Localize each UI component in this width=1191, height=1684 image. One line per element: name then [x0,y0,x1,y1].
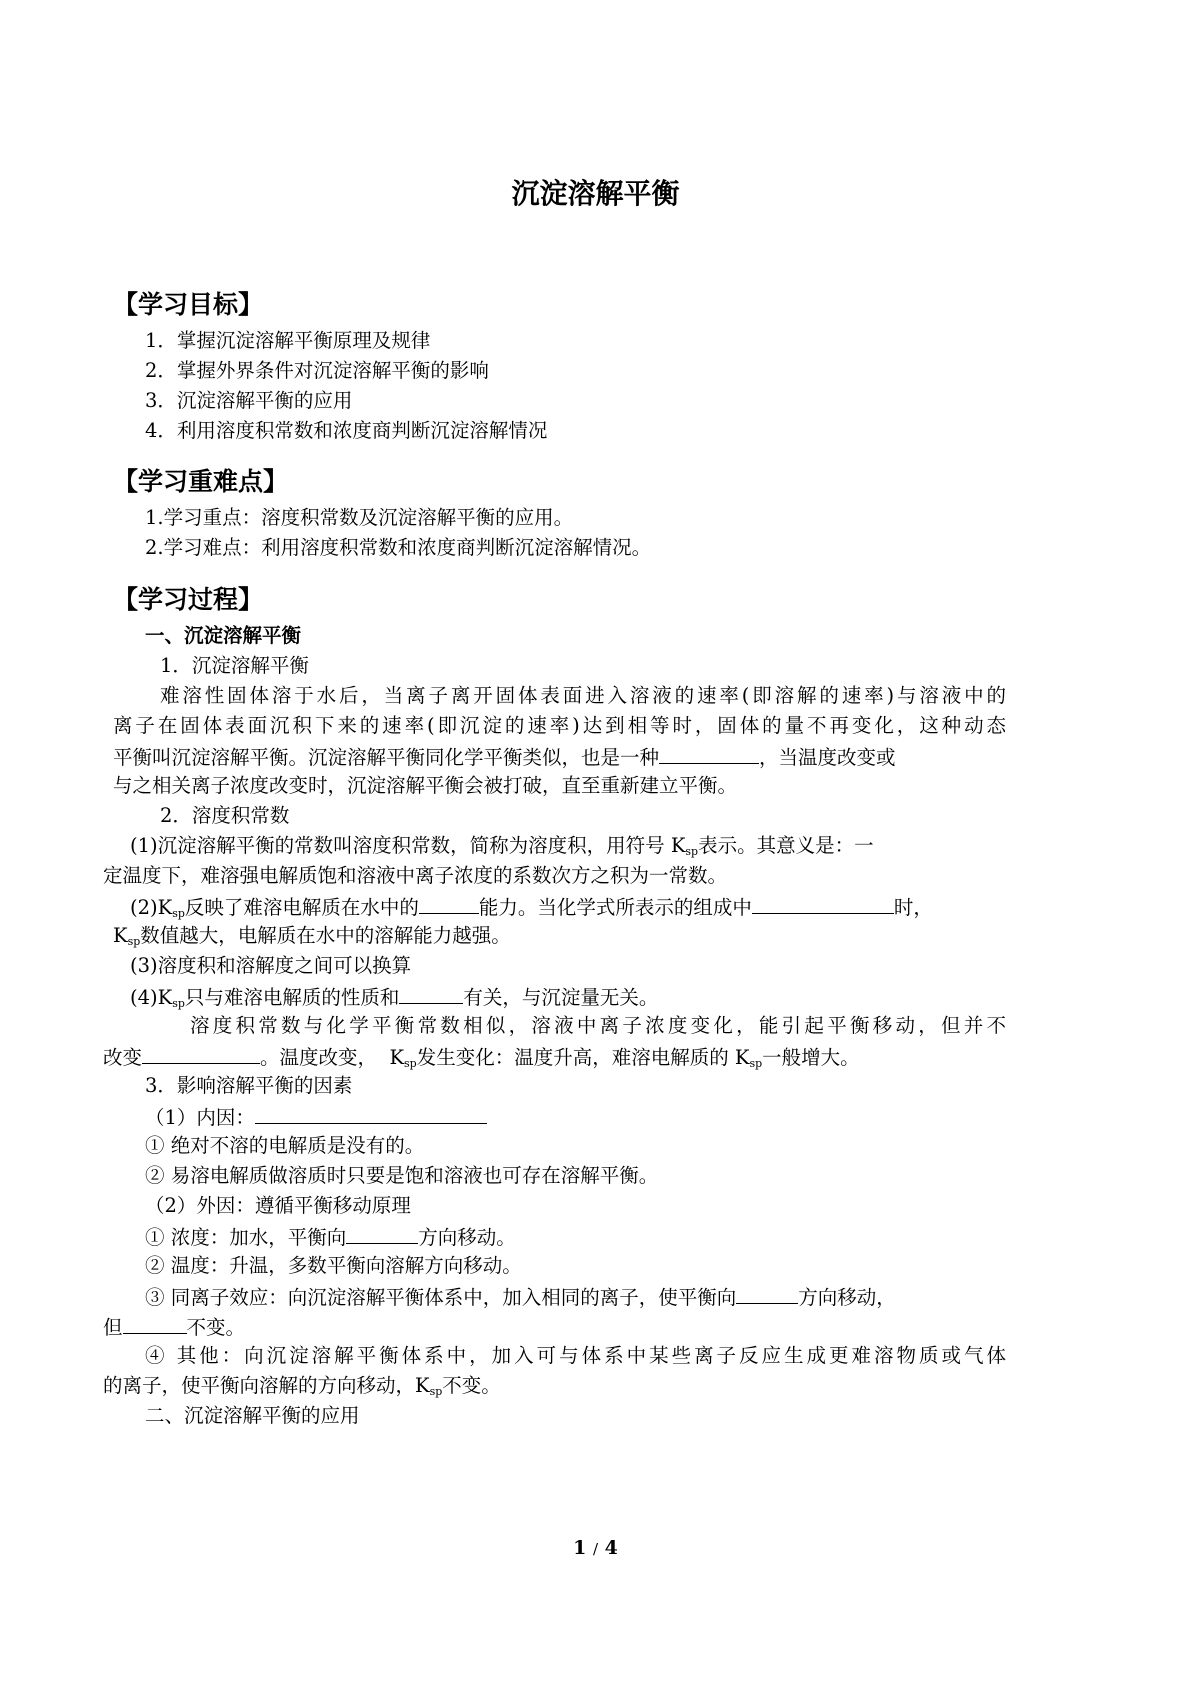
list-item: ① 浓度：加水，平衡向 方向移动。 [145,1226,516,1249]
fill-blank[interactable] [736,1284,798,1304]
key-point: 1.学习重点：溶度积常数及沉淀溶解平衡的应用。 [145,506,574,529]
paragraph-line: 溶度积常数与化学平衡常数相似，溶液中离子浓度变化，能引起平衡移动，但并不 [190,1014,1006,1037]
subsection-1-3: 3．影响溶解平衡的因素 [145,1074,353,1097]
key-point: 2.学习难点：利用溶度积常数和浓度商判断沉淀溶解情况。 [145,536,652,559]
section-1-title: 一、沉淀溶解平衡 [145,624,302,647]
list-item: ② 温度：升温，多数平衡向溶解方向移动。 [145,1254,522,1277]
list-item: 的离子，使平衡向溶解的方向移动，$K_{sp}$不变。 [103,1374,501,1398]
paragraph-line: （2）外因：遵循平衡移动原理 [145,1194,411,1217]
page-number: 1 / 4 [573,1537,618,1559]
goal-item: 2．掌握外界条件对沉淀溶解平衡的影响 [145,359,489,382]
paragraph-line: （1）内因： [145,1104,487,1130]
heading-key-points: 【学习重难点】 [113,467,289,496]
list-item: ② 易溶电解质做溶质时只要是饱和溶液也可存在溶解平衡。 [145,1164,659,1187]
subsection-1-2: 2．溶度积常数 [160,804,290,827]
list-item: 但 不变。 [103,1316,246,1339]
paragraph-line: (1)沉淀溶解平衡的常数叫溶度积常数，简称为溶度积，用符号 $K_{sp}$表示。其意义是：一 [130,834,874,858]
heading-process: 【学习过程】 [113,585,264,614]
paragraph-line: $K_{sp}$数值越大，电解质在水中的溶解能力越强。 [113,924,511,948]
fill-blank[interactable] [123,1314,187,1334]
paragraph-line: $(4)K_{sp}$只与难溶电解质的性质和 有关，与沉淀量无关。 [130,986,659,1010]
section-2-title: 二、沉淀溶解平衡的应用 [145,1404,360,1427]
list-item: ③ 同离子效应：向沉淀溶解平衡体系中，加入相同的离子，使平衡向 方向移动， [145,1286,896,1309]
paragraph-line: 改变 。温度改变， $K_{sp}$发生变化：温度升高，难溶电解质的 $K_{sp}$一般增大。 [103,1046,860,1070]
fill-blank[interactable] [399,984,463,1004]
paragraph-line: 难溶性固体溶于水后，当离子离开固体表面进入溶液的速率(即溶解的速率)与溶液中的 [160,684,1006,707]
list-item: ④ 其他：向沉淀溶解平衡体系中，加入可与体系中某些离子反应生成更难溶物质或气体 [145,1344,1006,1367]
fill-blank[interactable] [255,1104,487,1124]
fill-blank[interactable] [752,894,894,914]
goal-item: 1．掌握沉淀溶解平衡原理及规律 [145,329,431,352]
fill-blank[interactable] [659,744,759,764]
paragraph-line: 平衡叫沉淀溶解平衡。沉淀溶解平衡同化学平衡类似，也是一种 ，当温度改变或 [113,746,896,769]
heading-goals: 【学习目标】 [113,290,264,319]
fill-blank[interactable] [142,1044,260,1064]
fill-blank[interactable] [419,894,479,914]
goal-item: 4．利用溶度积常数和浓度商判断沉淀溶解情况 [145,419,548,442]
paragraph-line: (3)溶度积和溶解度之间可以换算 [130,954,412,977]
paragraph-line: 定温度下，难溶强电解质饱和溶液中离子浓度的系数次方之积为一常数。 [103,864,728,887]
paragraph-line: 与之相关离子浓度改变时，沉淀溶解平衡会被打破，直至重新建立平衡。 [113,774,738,797]
goal-item: 3．沉淀溶解平衡的应用 [145,389,353,412]
paragraph-line: $(2)K_{sp}$反映了难溶电解质在水中的 能力。当化学式所表示的组成中 时， [130,896,933,920]
paragraph-line: 离子在固体表面沉积下来的速率(即沉淀的速率)达到相等时，固体的量不再变化，这种动态 [113,714,1006,737]
subsection-1-1: 1．沉淀溶解平衡 [160,654,309,677]
page-title: 沉淀溶解平衡 [511,177,680,210]
list-item: ① 绝对不溶的电解质是没有的。 [145,1134,425,1157]
fill-blank[interactable] [346,1224,418,1244]
